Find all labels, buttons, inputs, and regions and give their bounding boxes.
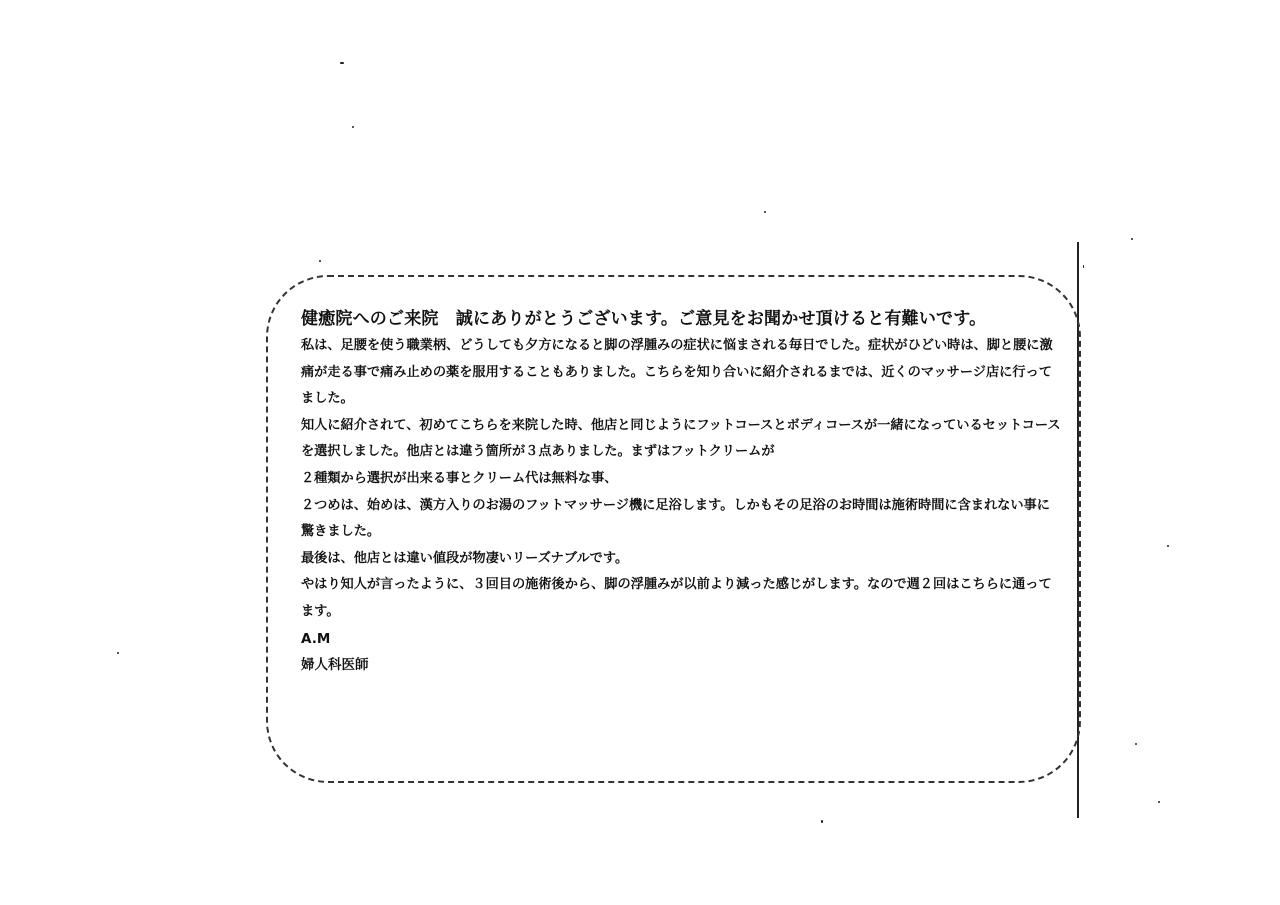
scan-speck [1167,545,1169,547]
scan-speck [117,652,119,654]
letter-content [301,305,1061,679]
scan-speck [352,126,354,128]
letter-heading: 健癒院へのご来院 誠にありがとうございます。ご意見をお聞かせ頂けると有難いです。 [301,309,987,329]
letter-paragraph: 私は、足腰を使う職業柄、どうしても夕方になると脚の浮腫みの症状に悩まされる毎日でした。症状がひどい時は、脚と腰に激痛が走る事で痛み止めの薬を服用することもありました。こちらを知り合いに紹介されるまでは、近くのマッサージ店に行ってました。 [301,338,1053,407]
letter-paragraph: ２つめは、始めは、漢方入りのお湯のフットマッサージ機に足浴します。しかもその足浴のお時間は施術時間に含まれない事に驚きました。 [301,497,1050,540]
author-initials: A.M [301,630,331,647]
scan-speck [319,260,321,262]
scan-speck [1158,801,1160,803]
author-occupation: 婦人科医師 [301,657,369,674]
scan-speck [340,62,344,64]
scan-speck [1083,265,1084,268]
scan-speck [1135,743,1137,745]
letter-paragraph: やはり知人が言ったように、３回目の施術後から、脚の浮腫みが以前より減った感じがします。なので週２回はこちらに通ってます。 [301,577,1052,619]
scan-speck [821,820,823,823]
scan-speck [1131,238,1133,240]
letter-paragraph: 知人に紹介されて、初めてこちらを来院した時、他店と同じようにフットコースとボディコースが一緒になっているセットコースを選択しました。他店とは違う箇所が３点ありました。まずはフットクリームが [301,417,1061,460]
letter-paragraph: 最後は、他店とは違い値段が物凄いリーズナブルです。 [301,550,629,566]
scan-speck [764,211,766,213]
letter-paragraph: ２種類から選択が出来る事とクリーム代は無料な事、 [301,470,618,486]
